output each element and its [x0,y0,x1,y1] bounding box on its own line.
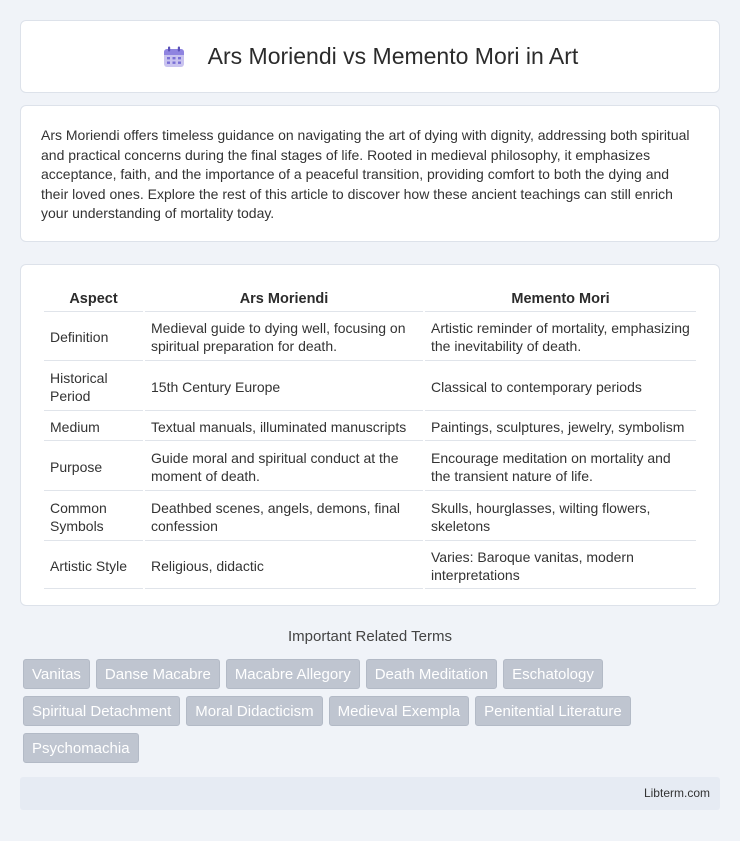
cell-memento-mori: Artistic reminder of mortality, emphasizing the inevitability of death. [425,314,696,361]
tag-spiritual-detachment[interactable]: Spiritual Detachment [23,696,180,726]
cell-aspect: Purpose [44,443,143,491]
cell-memento-mori: Varies: Baroque vanitas, modern interpretations [425,543,696,589]
header-memento-mori: Memento Mori [425,287,696,312]
cell-memento-mori: Encourage meditation on mortality and the transient nature of life. [425,443,696,491]
table-row [44,314,696,361]
related-terms-list [23,659,723,763]
cell-aspect: Common Symbols [44,493,143,541]
footer [20,777,720,810]
table-row [44,443,696,491]
cell-memento-mori: Classical to contemporary periods [425,363,696,411]
header-aspect: Aspect [44,287,143,312]
cell-aspect: Medium [44,413,143,441]
cell-memento-mori: Skulls, hourglasses, wilting flowers, skeletons [425,493,696,541]
cell-memento-mori: Paintings, sculptures, jewelry, symbolism [425,413,696,441]
tag-death-meditation[interactable]: Death Meditation [366,659,497,689]
tag-psychomachia[interactable]: Psychomachia [23,733,139,763]
cell-ars-moriendi: Guide moral and spiritual conduct at the moment of death. [145,443,423,491]
cell-ars-moriendi: 15th Century Europe [145,363,423,411]
intro-text: Ars Moriendi offers timeless guidance on navigating the art of dying with dignity, addressing both spiritual and practical concerns during the final stages of life. Rooted in medieval philosophy, it emphasizes acceptance, faith, and the importance of a peaceful transition, providing comfort to both the dying and their loved ones. Explore the rest of this article to discover how these ancient teachings can still enrich your understanding of mortality today. [41,127,690,222]
cell-aspect: Historical Period [44,363,143,411]
table-row [44,493,696,541]
table-header-row [44,287,696,312]
related-terms-heading: Important Related Terms [288,628,452,645]
intro-card [20,105,720,242]
comparison-table-card [20,264,720,606]
header-ars-moriendi: Ars Moriendi [145,287,423,312]
table-row [44,543,696,589]
cell-aspect: Artistic Style [44,543,143,589]
page-title: Ars Moriendi vs Memento Mori in Art [207,43,579,69]
tag-danse-macabre[interactable]: Danse Macabre [96,659,220,689]
tag-penitential-literature[interactable]: Penitential Literature [475,696,631,726]
table-row [44,413,696,441]
cell-ars-moriendi: Deathbed scenes, angels, demons, final confession [145,493,423,541]
tag-moral-didacticism[interactable]: Moral Didacticism [186,696,322,726]
tag-macabre-allegory[interactable]: Macabre Allegory [226,659,360,689]
title-card [20,20,720,93]
cell-ars-moriendi: Textual manuals, illuminated manuscripts [145,413,423,441]
cell-aspect: Definition [44,314,143,361]
tag-eschatology[interactable]: Eschatology [503,659,603,689]
comparison-table [42,285,698,591]
calendar-icon [162,45,186,69]
tag-medieval-exempla[interactable]: Medieval Exempla [329,696,470,726]
footer-site-link[interactable]: Libterm.com [643,786,710,800]
cell-ars-moriendi: Religious, didactic [145,543,423,589]
table-row [44,363,696,411]
tag-vanitas[interactable]: Vanitas [23,659,90,689]
cell-ars-moriendi: Medieval guide to dying well, focusing on spiritual preparation for death. [145,314,423,361]
